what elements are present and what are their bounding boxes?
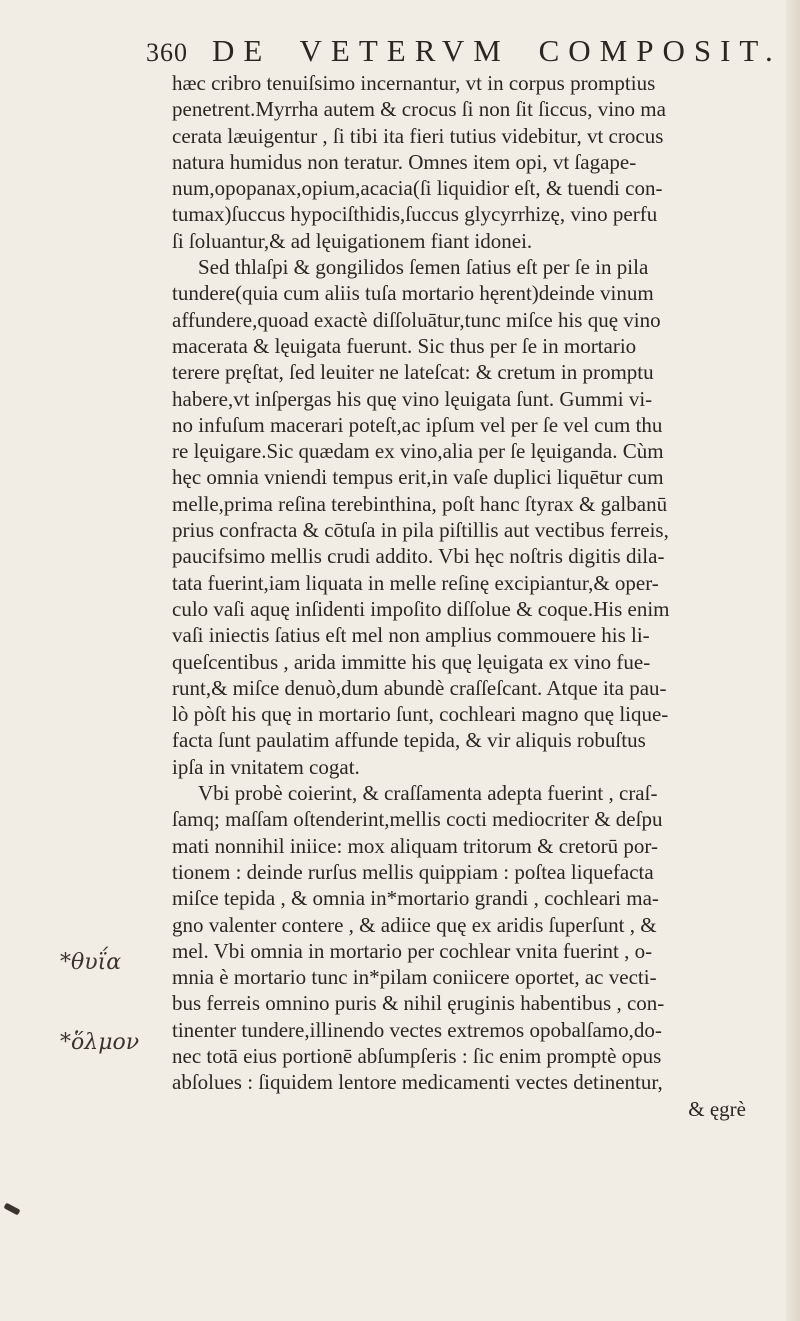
text-line: melle,prima reſina terebinthina, poſt hanc ſtyrax & galbanū [172,491,668,516]
text-line: hęc omnia vniendi tempus erit,in vaſe duplici liquētur cum [172,465,664,490]
text-line: paucifsimo mellis crudi addito. Vbi hęc noſtris digitis dila- [172,544,665,569]
text-line: queſcentibus , arida immitte his quę lęuigata ex vino fue- [172,649,651,674]
text-line: natura humidus non teratur. Omnes item opi, vt ſagape- [172,149,637,174]
text-line: vaſi iniectis ſatius eſt mel non amplius commouere his li- [172,623,650,648]
text-line: tinenter tundere,illinendo vectes extremos opobalſamo,do- [172,1017,662,1042]
text-line: facta ſunt paulatim affunde tepida, & vir aliquis robuſtus [172,728,646,753]
marginal-note: *θυΐα [60,950,122,975]
text-line: hæc cribro tenuiſsimo incernantur, vt in corpus promptius [172,71,656,95]
text-line: no infuſum macerari poteſt,ac ipſum vel per ſe vel cum thu [172,412,663,437]
text-line: prius confracta & cōtuſa in pila piſtillis aut vectibus ferreis, [172,518,669,543]
text-line: terere pręſtat, ſed leuiter ne lateſcat: & cretum in promptu [172,360,654,385]
page-header [146,33,782,69]
page-edge [786,0,800,1321]
catchword: & ęgrè [688,1096,746,1121]
ink-mark [4,1203,21,1216]
text-line: miſce tepida , & omnia in*mortario grandi , cochleari ma- [172,886,659,911]
running-title: DE VETERVM COMPOSIT. [212,33,782,68]
text-line: tumax)ſuccus hypociſthidis,ſuccus glycyrrhizę, vino perfu [172,202,658,227]
text-line: ſamq; maſſam oſtenderint,mellis cocti mediocriter & deſpu [172,807,663,832]
text-line: culo vaſi aquę inſidenti impoſito diſſolue & coque.His enim [172,596,670,621]
text-line: gno valenter contere , & adiice quę ex aridis ſuperſunt , & [172,912,657,937]
text-line: runt,& miſce denuò,dum abundè craſſeſcant. Atque ita pau- [172,675,667,700]
text-line: mati nonnihil iniice: mox aliquam tritorum & cretorū por- [172,833,658,858]
text-line: mnia è mortario tunc in*pilam coniicere oportet, ac vecti- [172,965,657,990]
text-line: tundere(quia cum aliis tuſa mortario hęrent)deinde vinum [172,281,654,306]
text-line: ſi ſoluantur,& ad lęuigationem fiant idonei. [172,228,533,253]
marginal-note: *ὅλμον [60,1030,140,1055]
text-line: cerata læuigentur , ſi tibi ita fieri tutius videbitur, vt crocus [172,123,664,148]
text-line: macerata & lęuigata fuerunt. Sic thus per ſe in mortario [172,333,637,358]
text-line: bus ferreis omnino puris & nihil ęruginis habentibus , con- [172,991,665,1016]
text-line: tionem : deinde rurſus mellis quippiam : poſtea liquefacta [172,859,654,884]
text-line: Sed thlaſpi & gongilidos ſemen ſatius eſt per ſe in pila [198,255,649,280]
text-line: habere,vt inſpergas his quę vino lęuigata ſunt. Gummi vi- [172,386,653,411]
text-line: affundere,quoad exactè diſſoluātur,tunc miſce his quę vino [172,307,661,332]
text-line: lò pòſt his quę in mortario ſunt, cochleari magno quę lique- [172,702,669,727]
body-text [172,70,764,1122]
text-line: re lęuigare.Sic quædam ex vino,alia per ſe lęuiganda. Cùm [172,439,664,464]
page-number: 360 [146,38,188,67]
text-line: penetrent.Myrrha autem & crocus ſi non ſit ſiccus, vino ma [172,97,666,122]
text-line: num,opopanax,opium,acacia(ſi liquidior eſt, & tuendi con- [172,176,663,201]
text-line: Vbi probè coierint, & craſſamenta adepta fuerint , craſ- [198,781,658,806]
text-line: abſolues : ſiquidem lentore medicamenti vectes detinentur, [172,1070,663,1095]
text-line: tata fuerint,iam liquata in melle reſinę excipiantur,& oper- [172,570,659,595]
text-line: ipſa in vnitatem cogat. [172,754,360,779]
text-line: mel. Vbi omnia in mortario per cochlear vnita fuerint , o- [172,938,653,963]
text-line: nec totā eius portionē abſumpſeris : ſic enim promptè opus [172,1043,662,1068]
